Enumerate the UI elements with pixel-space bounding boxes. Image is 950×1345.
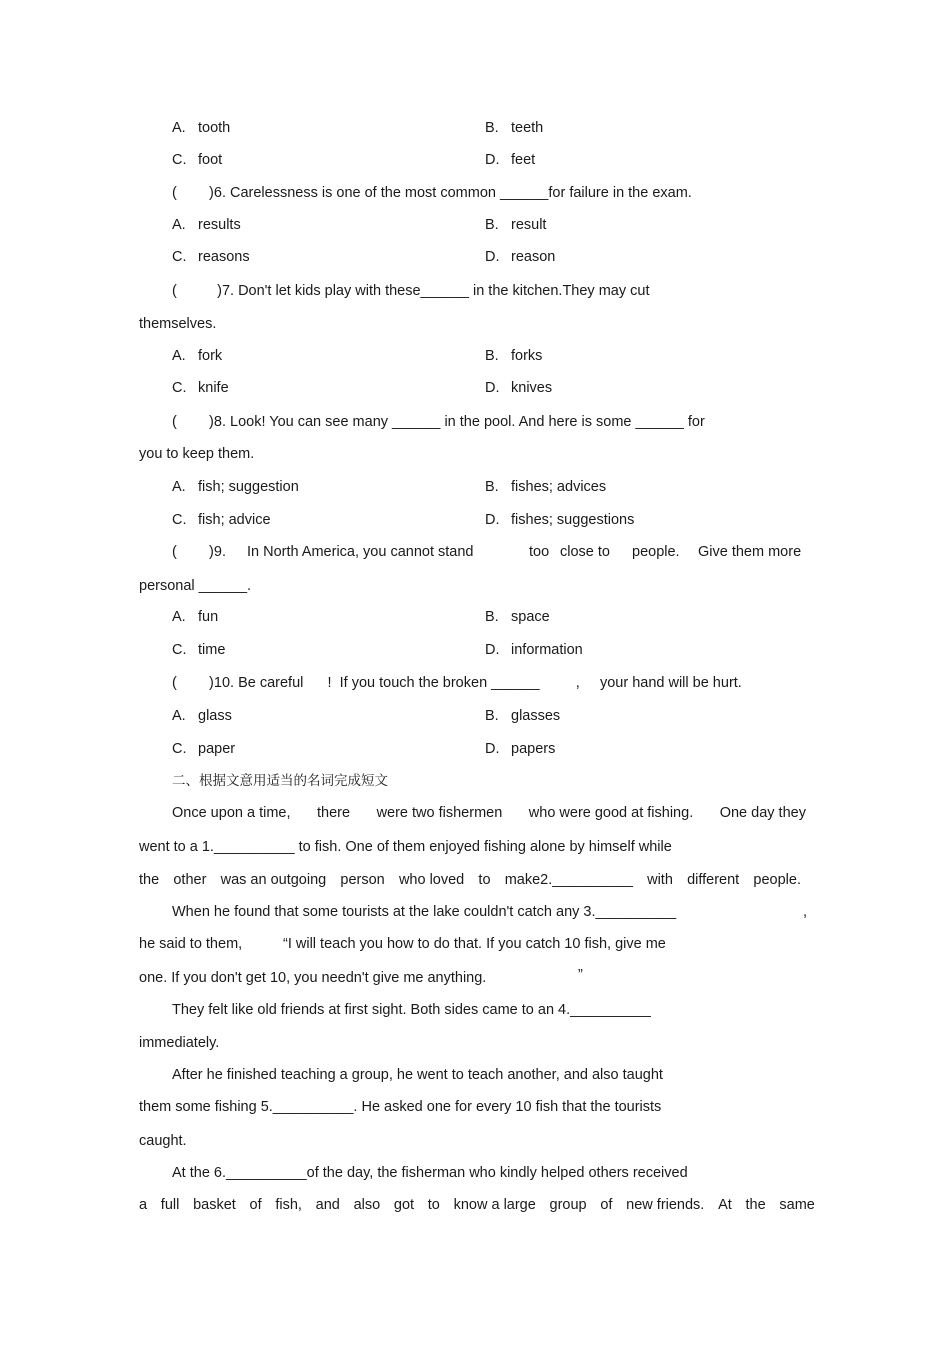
passage-line: They felt like old friends at first sight. Both sides came to an 4.__________ [172, 1002, 651, 1018]
question-10-stem: ( )10. Be careful ! If you touch the broken ______ , your hand will be hurt. [172, 675, 742, 691]
passage-line: one. If you don't get 10, you needn't give me anything. [139, 970, 487, 986]
passage-line: After he finished teaching a group, he went to teach another, and also taught [172, 1067, 663, 1083]
passage-line: immediately. [139, 1035, 220, 1051]
option-a: A. fork [172, 348, 223, 364]
passage-line: “I will teach you how to do that. If you catch 10 fish, give me [283, 936, 666, 952]
option-a: A. fun [172, 609, 219, 625]
punctuation: ” [578, 967, 583, 983]
option-c: C. fish; advice [172, 512, 271, 528]
option-a: A. glass [172, 708, 232, 724]
passage-line: went to a 1.__________ to fish. One of them enjoyed fishing alone by himself while [139, 839, 672, 855]
passage-line: caught. [139, 1133, 187, 1149]
option-d: D. fishes; suggestions [485, 512, 635, 528]
question-9-stem-cont: personal ______. [139, 578, 252, 594]
option-d: D. knives [485, 380, 553, 396]
option-a: A. results [172, 217, 241, 233]
passage-line: Once upon a time, there were two fishermen who were good at fishing. One day they [172, 805, 806, 821]
question-6-stem: ( )6. Carelessness is one of the most common ______for failure in the exam. [172, 185, 692, 201]
option-a: A. tooth [172, 120, 231, 136]
option-b: B. space [485, 609, 550, 625]
option-c: C. knife [172, 380, 229, 396]
option-b: B. forks [485, 348, 543, 364]
option-a: A. fish; suggestion [172, 479, 299, 495]
passage-line: he said to them, [139, 936, 243, 952]
option-c: C. time [172, 642, 226, 658]
option-b: B. glasses [485, 708, 561, 724]
passage-line: them some fishing 5.__________. He asked one for every 10 fish that the tourists [139, 1099, 662, 1115]
option-d: D. feet [485, 152, 536, 168]
option-c: C. paper [172, 741, 236, 757]
option-d: D. information [485, 642, 583, 658]
passage-line: a full basket of fish, and also got to know a large group of new friends. At the same [139, 1197, 815, 1213]
option-c: C. foot [172, 152, 223, 168]
punctuation: , [803, 904, 808, 920]
passage-line: the other was an outgoing person who loved to make2.__________ with different people. [139, 872, 801, 888]
section-heading: 二、根据文意用适当的名词完成短文 [172, 773, 388, 789]
question-7-stem-cont: themselves. [139, 316, 217, 332]
passage-line: When he found that some tourists at the lake couldn't catch any 3.__________ [172, 904, 677, 920]
option-d: D. papers [485, 741, 556, 757]
option-c: C. reasons [172, 249, 250, 265]
passage-line: At the 6.__________of the day, the fisherman who kindly helped others received [172, 1165, 688, 1181]
option-b: B. fishes; advices [485, 479, 607, 495]
option-b: B. teeth [485, 120, 544, 136]
option-b: B. result [485, 217, 547, 233]
question-8-stem-cont: you to keep them. [139, 446, 255, 462]
question-8-stem: ( )8. Look! You can see many ______ in the pool. And here is some ______ for [172, 414, 705, 430]
question-7-stem: ( )7. Don't let kids play with these______ in the kitchen.They may cut [172, 283, 650, 299]
option-d: D. reason [485, 249, 556, 265]
